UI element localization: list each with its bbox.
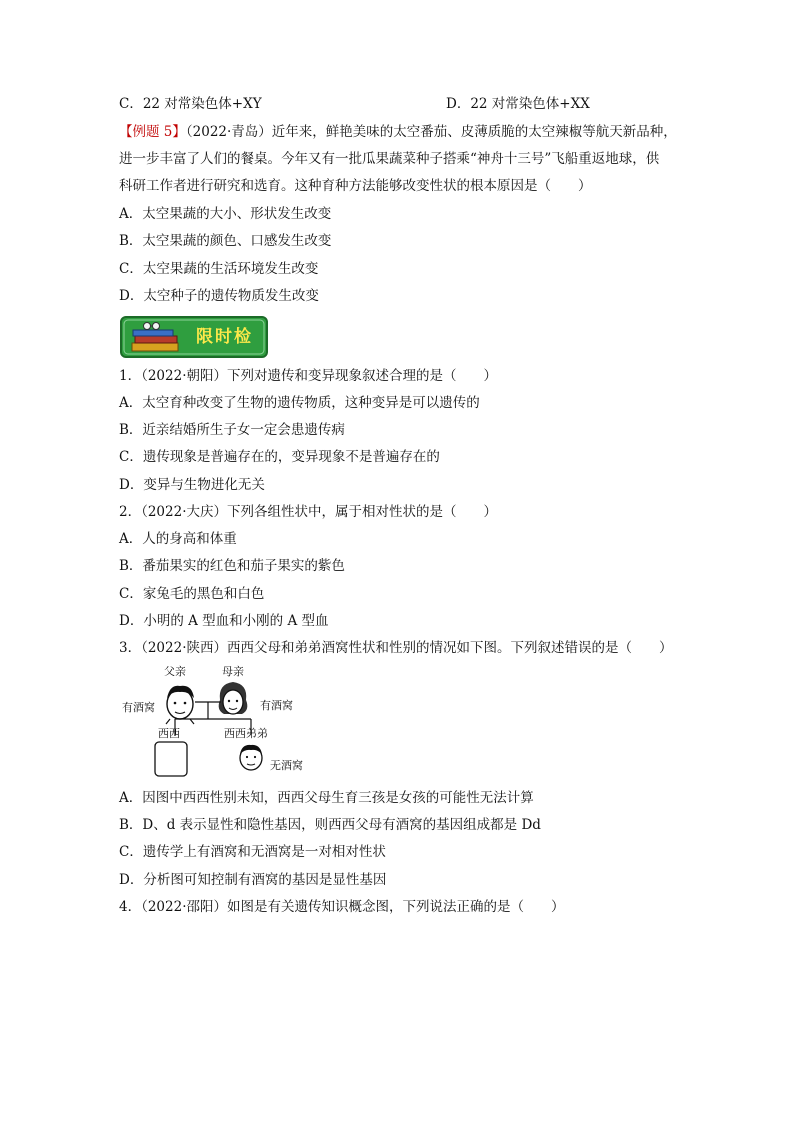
brother-trait-label: 无酒窝 (270, 759, 303, 772)
q4-stem: 4．（2022·邵阳）如图是有关遗传知识概念图，下列说法正确的是（ ） (119, 899, 565, 915)
q3-stem: 3．（2022·陕西）西西父母和弟弟酒窝性状和性别的情况如下图。下列叙述错误的是（ ） (119, 640, 673, 656)
father-trait-label: 有酒窝 (122, 701, 155, 714)
xixi-box (155, 742, 187, 776)
q3-option-d: D．分析图可知控制有酒窝的基因是显性基因 (119, 872, 387, 888)
example-5-line-3: 科研工作者进行研究和选育。这种育种方法能够改变性状的根本原因是（ ） (119, 178, 592, 194)
father-face-icon (166, 686, 194, 724)
example-5-text: （2022·青岛）近年来，鲜艳美味的太空番茄、皮薄质脆的太空辣椒等航天新品种， (185, 124, 677, 140)
q1-option-c: C．遗传现象是普遍存在的，变异现象不是普遍存在的 (119, 449, 440, 465)
badge-label: 限时检 (196, 327, 253, 347)
brother-label: 西西弟弟 (224, 727, 268, 740)
q1-option-a: A．太空育种改变了生物的遗传物质，这种变异是可以遗传的 (119, 395, 480, 411)
q1-option-d: D．变异与生物进化无关 (119, 477, 265, 493)
mother-trait-label: 有酒窝 (260, 699, 293, 712)
timed-test-badge (120, 316, 268, 358)
q1-stem: 1．（2022·朝阳）下列对遗传和变异现象叙述合理的是（ ） (119, 368, 497, 384)
example-5-option-c: C．太空果蔬的生活环境发生改变 (119, 261, 319, 277)
q3-option-a: A．因图中西西性别未知，西西父母生育三孩是女孩的可能性无法计算 (119, 790, 534, 806)
q2-option-b: B．番茄果实的红色和茄子果实的紫色 (119, 558, 345, 574)
mother-label: 母亲 (222, 665, 244, 678)
example-5-line-2: 进一步丰富了人们的餐桌。今年又有一批瓜果蔬菜种子搭乘“神舟十三号”飞船重返地球，供 (119, 151, 660, 167)
xixi-label: 西西 (158, 727, 180, 740)
option-c: C．22 对常染色体+XY (119, 96, 262, 112)
pedigree-figure (118, 664, 318, 782)
option-d: D．22 对常染色体+XX (446, 96, 590, 112)
q2-option-d: D．小明的 A 型血和小刚的 A 型血 (119, 613, 329, 629)
q3-option-b: B．D、d 表示显性和隐性基因，则西西父母有酒窝的基因组成都是 Dd (119, 817, 541, 833)
brother-face-icon (240, 745, 262, 770)
example-5-option-b: B．太空果蔬的颜色、口感发生改变 (119, 233, 332, 249)
example-5-option-a: A．太空果蔬的大小、形状发生改变 (119, 206, 332, 222)
q2-stem: 2．（2022·大庆）下列各组性状中，属于相对性状的是（ ） (119, 504, 497, 520)
mother-face-icon (219, 682, 248, 714)
q3-option-c: C．遗传学上有酒窝和无酒窝是一对相对性状 (119, 844, 386, 860)
example-5-line-1 (119, 123, 677, 141)
q2-option-c: C．家兔毛的黑色和白色 (119, 586, 265, 602)
father-label: 父亲 (164, 665, 186, 678)
example-tag: 【例题 5】 (119, 124, 186, 140)
example-5-option-d: D．太空种子的遗传物质发生改变 (119, 288, 319, 304)
q2-option-a: A．人的身高和体重 (119, 531, 237, 547)
q1-option-b: B．近亲结婚所生子女一定会患遗传病 (119, 422, 345, 438)
